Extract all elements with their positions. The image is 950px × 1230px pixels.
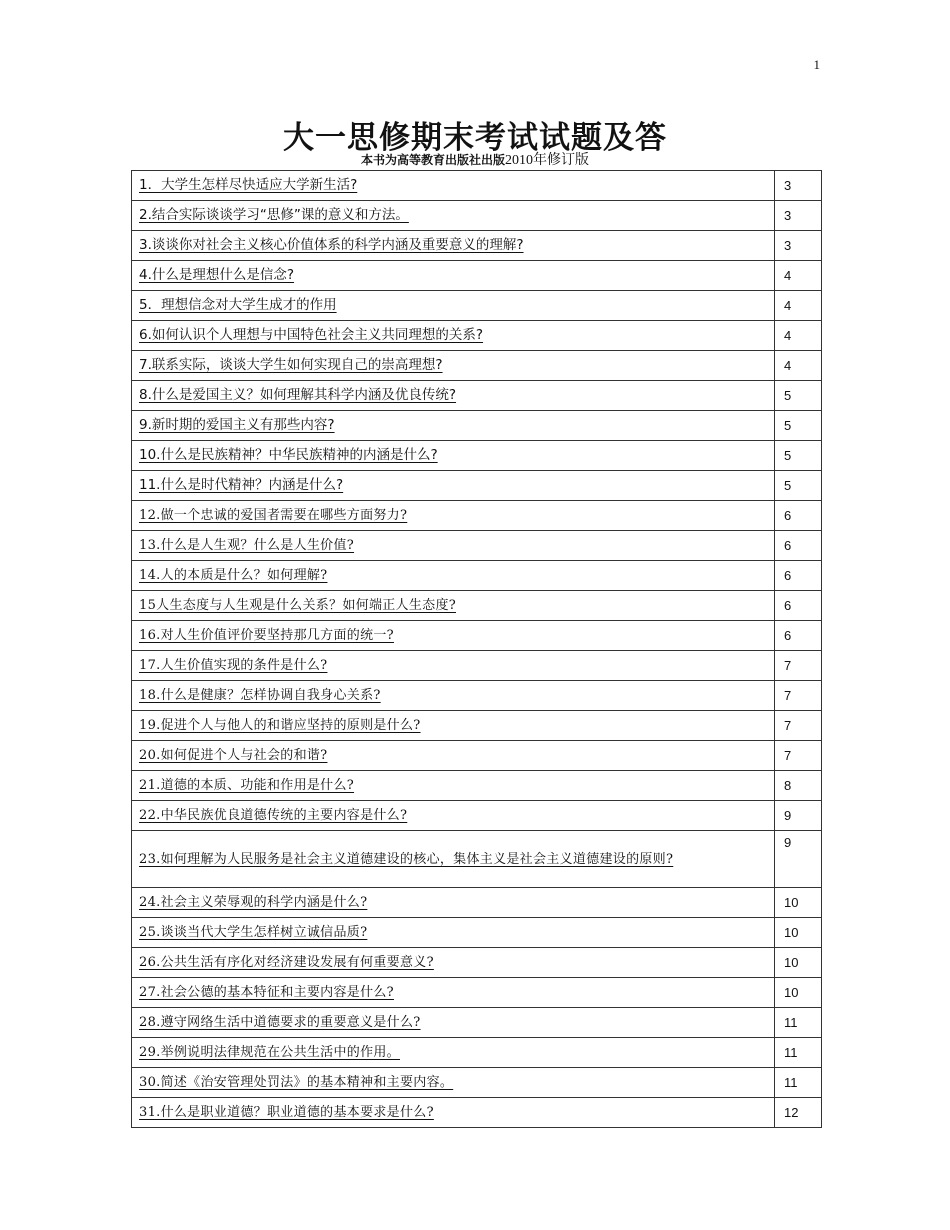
toc-row: [132, 321, 822, 351]
toc-question-link[interactable]: 16.对人生价值评价要坚持那几方面的统一?: [139, 628, 394, 643]
toc-question-cell: [132, 321, 775, 351]
toc-question-cell: [132, 681, 775, 711]
toc-row: [132, 501, 822, 531]
toc-page-number: 5: [775, 441, 822, 471]
toc-row: [132, 771, 822, 801]
toc-question-link[interactable]: 28.遵守网络生活中道德要求的重要意义是什么?: [139, 1015, 421, 1030]
toc-question-link[interactable]: 3.谈谈你对社会主义核心价值体系的科学内涵及重要意义的理解?: [139, 237, 524, 253]
toc-row: [132, 261, 822, 291]
toc-question-link[interactable]: 13.什么是人生观？什么是人生价值?: [139, 538, 355, 553]
toc-page-number: 3: [775, 201, 822, 231]
toc-row: [132, 801, 822, 831]
toc-question-link[interactable]: 19.促进个人与他人的和谐应坚持的原则是什么?: [139, 718, 421, 733]
toc-page-number: 6: [775, 501, 822, 531]
toc-row: [132, 591, 822, 621]
toc-row: [132, 201, 822, 231]
toc-page-number: 6: [775, 561, 822, 591]
toc-row: [132, 171, 822, 201]
toc-question-cell: [132, 291, 775, 321]
toc-question-cell: [132, 201, 775, 231]
toc-row: [132, 291, 822, 321]
toc-question-link[interactable]: 27.社会公德的基本特征和主要内容是什么?: [139, 985, 394, 1000]
toc-question-link[interactable]: 30.简述《治安管理处罚法》的基本精神和主要内容。: [139, 1075, 454, 1090]
toc-page-number: 3: [775, 231, 822, 261]
toc-row: [132, 978, 822, 1008]
toc-question-cell: [132, 1098, 775, 1128]
toc-question-cell: [132, 831, 775, 888]
toc-question-cell: [132, 441, 775, 471]
toc-question-link[interactable]: 18.什么是健康？怎样协调自我身心关系?: [139, 688, 381, 703]
toc-row: [132, 621, 822, 651]
toc-question-cell: [132, 948, 775, 978]
toc-question-cell: [132, 531, 775, 561]
toc-row: [132, 411, 822, 441]
toc-question-cell: [132, 381, 775, 411]
toc-page-number: 3: [775, 171, 822, 201]
toc-page-number: 7: [775, 681, 822, 711]
toc-question-link[interactable]: 6.如何认识个人理想与中国特色社会主义共同理想的关系?: [139, 327, 484, 343]
toc-question-link[interactable]: 25.谈谈当代大学生怎样树立诚信品质?: [139, 925, 368, 940]
toc-question-cell: [132, 231, 775, 261]
toc-page-number: 8: [775, 771, 822, 801]
toc-question-link[interactable]: 2.结合实际谈谈学习“思修”课的意义和方法。: [139, 207, 409, 223]
toc-question-cell: [132, 1068, 775, 1098]
toc-row: [132, 561, 822, 591]
toc-page-number: 7: [775, 741, 822, 771]
toc-row: [132, 948, 822, 978]
toc-question-link[interactable]: 17.人生价值实现的条件是什么?: [139, 658, 328, 673]
toc-question-cell: [132, 1038, 775, 1068]
toc-question-link[interactable]: 24.社会主义荣辱观的科学内涵是什么?: [139, 895, 368, 910]
toc-question-cell: [132, 561, 775, 591]
toc-page-number: 5: [775, 411, 822, 441]
toc-row: [132, 1068, 822, 1098]
toc-question-link[interactable]: 22.中华民族优良道德传统的主要内容是什么?: [139, 808, 408, 823]
document-title: 大一思修期末考试试题及答: [283, 120, 667, 156]
toc-question-link[interactable]: 20.如何促进个人与社会的和谐?: [139, 748, 328, 763]
toc-question-cell: [132, 978, 775, 1008]
toc-question-link[interactable]: 5．理想信念对大学生成才的作用: [139, 297, 337, 313]
toc-question-cell: [132, 621, 775, 651]
toc-question-cell: [132, 261, 775, 291]
toc-page-number: 12: [775, 1098, 822, 1128]
toc-row: [132, 681, 822, 711]
toc-page-number: 11: [775, 1038, 822, 1068]
toc-row: [132, 231, 822, 261]
toc-question-link[interactable]: 12.做一个忠诚的爱国者需要在哪些方面努力?: [139, 508, 408, 523]
toc-question-cell: [132, 741, 775, 771]
toc-body: [132, 171, 822, 1128]
toc-page-number: 5: [775, 381, 822, 411]
toc-row: [132, 711, 822, 741]
toc-question-link[interactable]: 26.公共生活有序化对经济建设发展有何重要意义?: [139, 955, 434, 970]
toc-question-cell: [132, 801, 775, 831]
toc-row: [132, 351, 822, 381]
toc-question-cell: [132, 171, 775, 201]
page-number: 1: [813, 57, 820, 72]
toc-page-number: 6: [775, 591, 822, 621]
toc-question-link[interactable]: 1．大学生怎样尽快适应大学新生活?: [139, 177, 358, 193]
toc-page-number: 4: [775, 261, 822, 291]
toc-row: [132, 1038, 822, 1068]
toc-page-number: 4: [775, 351, 822, 381]
toc-page-number: 11: [775, 1068, 822, 1098]
toc-page-number: 10: [775, 918, 822, 948]
toc-question-link[interactable]: 8.什么是爱国主义？如何理解其科学内涵及优良传统?: [139, 387, 457, 403]
toc-question-cell: [132, 411, 775, 441]
toc-question-cell: [132, 771, 775, 801]
toc-row: [132, 1098, 822, 1128]
toc-question-link[interactable]: 23.如何理解为人民服务是社会主义道德建设的核心，集体主义是社会主义道德建设的原则?: [139, 851, 674, 867]
toc-question-link[interactable]: 9.新时期的爱国主义有那些内容?: [139, 417, 335, 433]
toc-page-number: 6: [775, 531, 822, 561]
toc-question-cell: [132, 918, 775, 948]
toc-question-link[interactable]: 31.什么是职业道德？职业道德的基本要求是什么?: [139, 1105, 434, 1120]
toc-row: [132, 741, 822, 771]
toc-question-cell: [132, 591, 775, 621]
table-of-contents: [131, 170, 822, 1128]
toc-row: [132, 888, 822, 918]
toc-page-number: 10: [775, 948, 822, 978]
toc-question-link[interactable]: 4.什么是理想什么是信念?: [139, 267, 295, 283]
toc-page-number: 4: [775, 291, 822, 321]
toc-question-link[interactable]: 15人生态度与人生观是什么关系？如何端正人生态度?: [139, 598, 457, 613]
toc-question-cell: [132, 471, 775, 501]
toc-page-number: 4: [775, 321, 822, 351]
toc-page-number: 10: [775, 978, 822, 1008]
toc-page-number: 6: [775, 621, 822, 651]
toc-question-link[interactable]: 7.联系实际，谈谈大学生如何实现自己的崇高理想?: [139, 357, 443, 373]
toc-page-number: 7: [775, 651, 822, 681]
toc-row: [132, 918, 822, 948]
toc-question-cell: [132, 351, 775, 381]
toc-question-cell: [132, 651, 775, 681]
toc-question-link[interactable]: 11.什么是时代精神？内涵是什么?: [139, 477, 344, 493]
toc-page-number: 9: [775, 801, 822, 831]
toc-row: [132, 651, 822, 681]
toc-question-link[interactable]: 21.道德的本质、功能和作用是什么?: [139, 778, 355, 793]
toc-page-number: 9: [775, 831, 822, 888]
toc-row: [132, 1008, 822, 1038]
document-subtitle: [0, 152, 950, 169]
toc-page-number: 7: [775, 711, 822, 741]
toc-row: [132, 831, 822, 888]
toc-question-cell: [132, 711, 775, 741]
toc-row: [132, 441, 822, 471]
subtitle-publisher: 本书为高等教育出版社出版: [360, 153, 505, 167]
toc-row: [132, 471, 822, 501]
toc-row: [132, 381, 822, 411]
toc-question-cell: [132, 1008, 775, 1038]
toc-page-number: 5: [775, 471, 822, 501]
toc-page-number: 11: [775, 1008, 822, 1038]
toc-question-cell: [132, 501, 775, 531]
toc-question-cell: [132, 888, 775, 918]
toc-question-link[interactable]: 10.什么是民族精神？中华民族精神的内涵是什么?: [139, 447, 438, 463]
toc-question-link[interactable]: 14.人的本质是什么？如何理解?: [139, 568, 328, 583]
toc-page-number: 10: [775, 888, 822, 918]
toc-question-link[interactable]: 29.举例说明法律规范在公共生活中的作用。: [139, 1045, 400, 1060]
subtitle-edition: 2010年修订版: [505, 153, 589, 168]
toc-row: [132, 531, 822, 561]
